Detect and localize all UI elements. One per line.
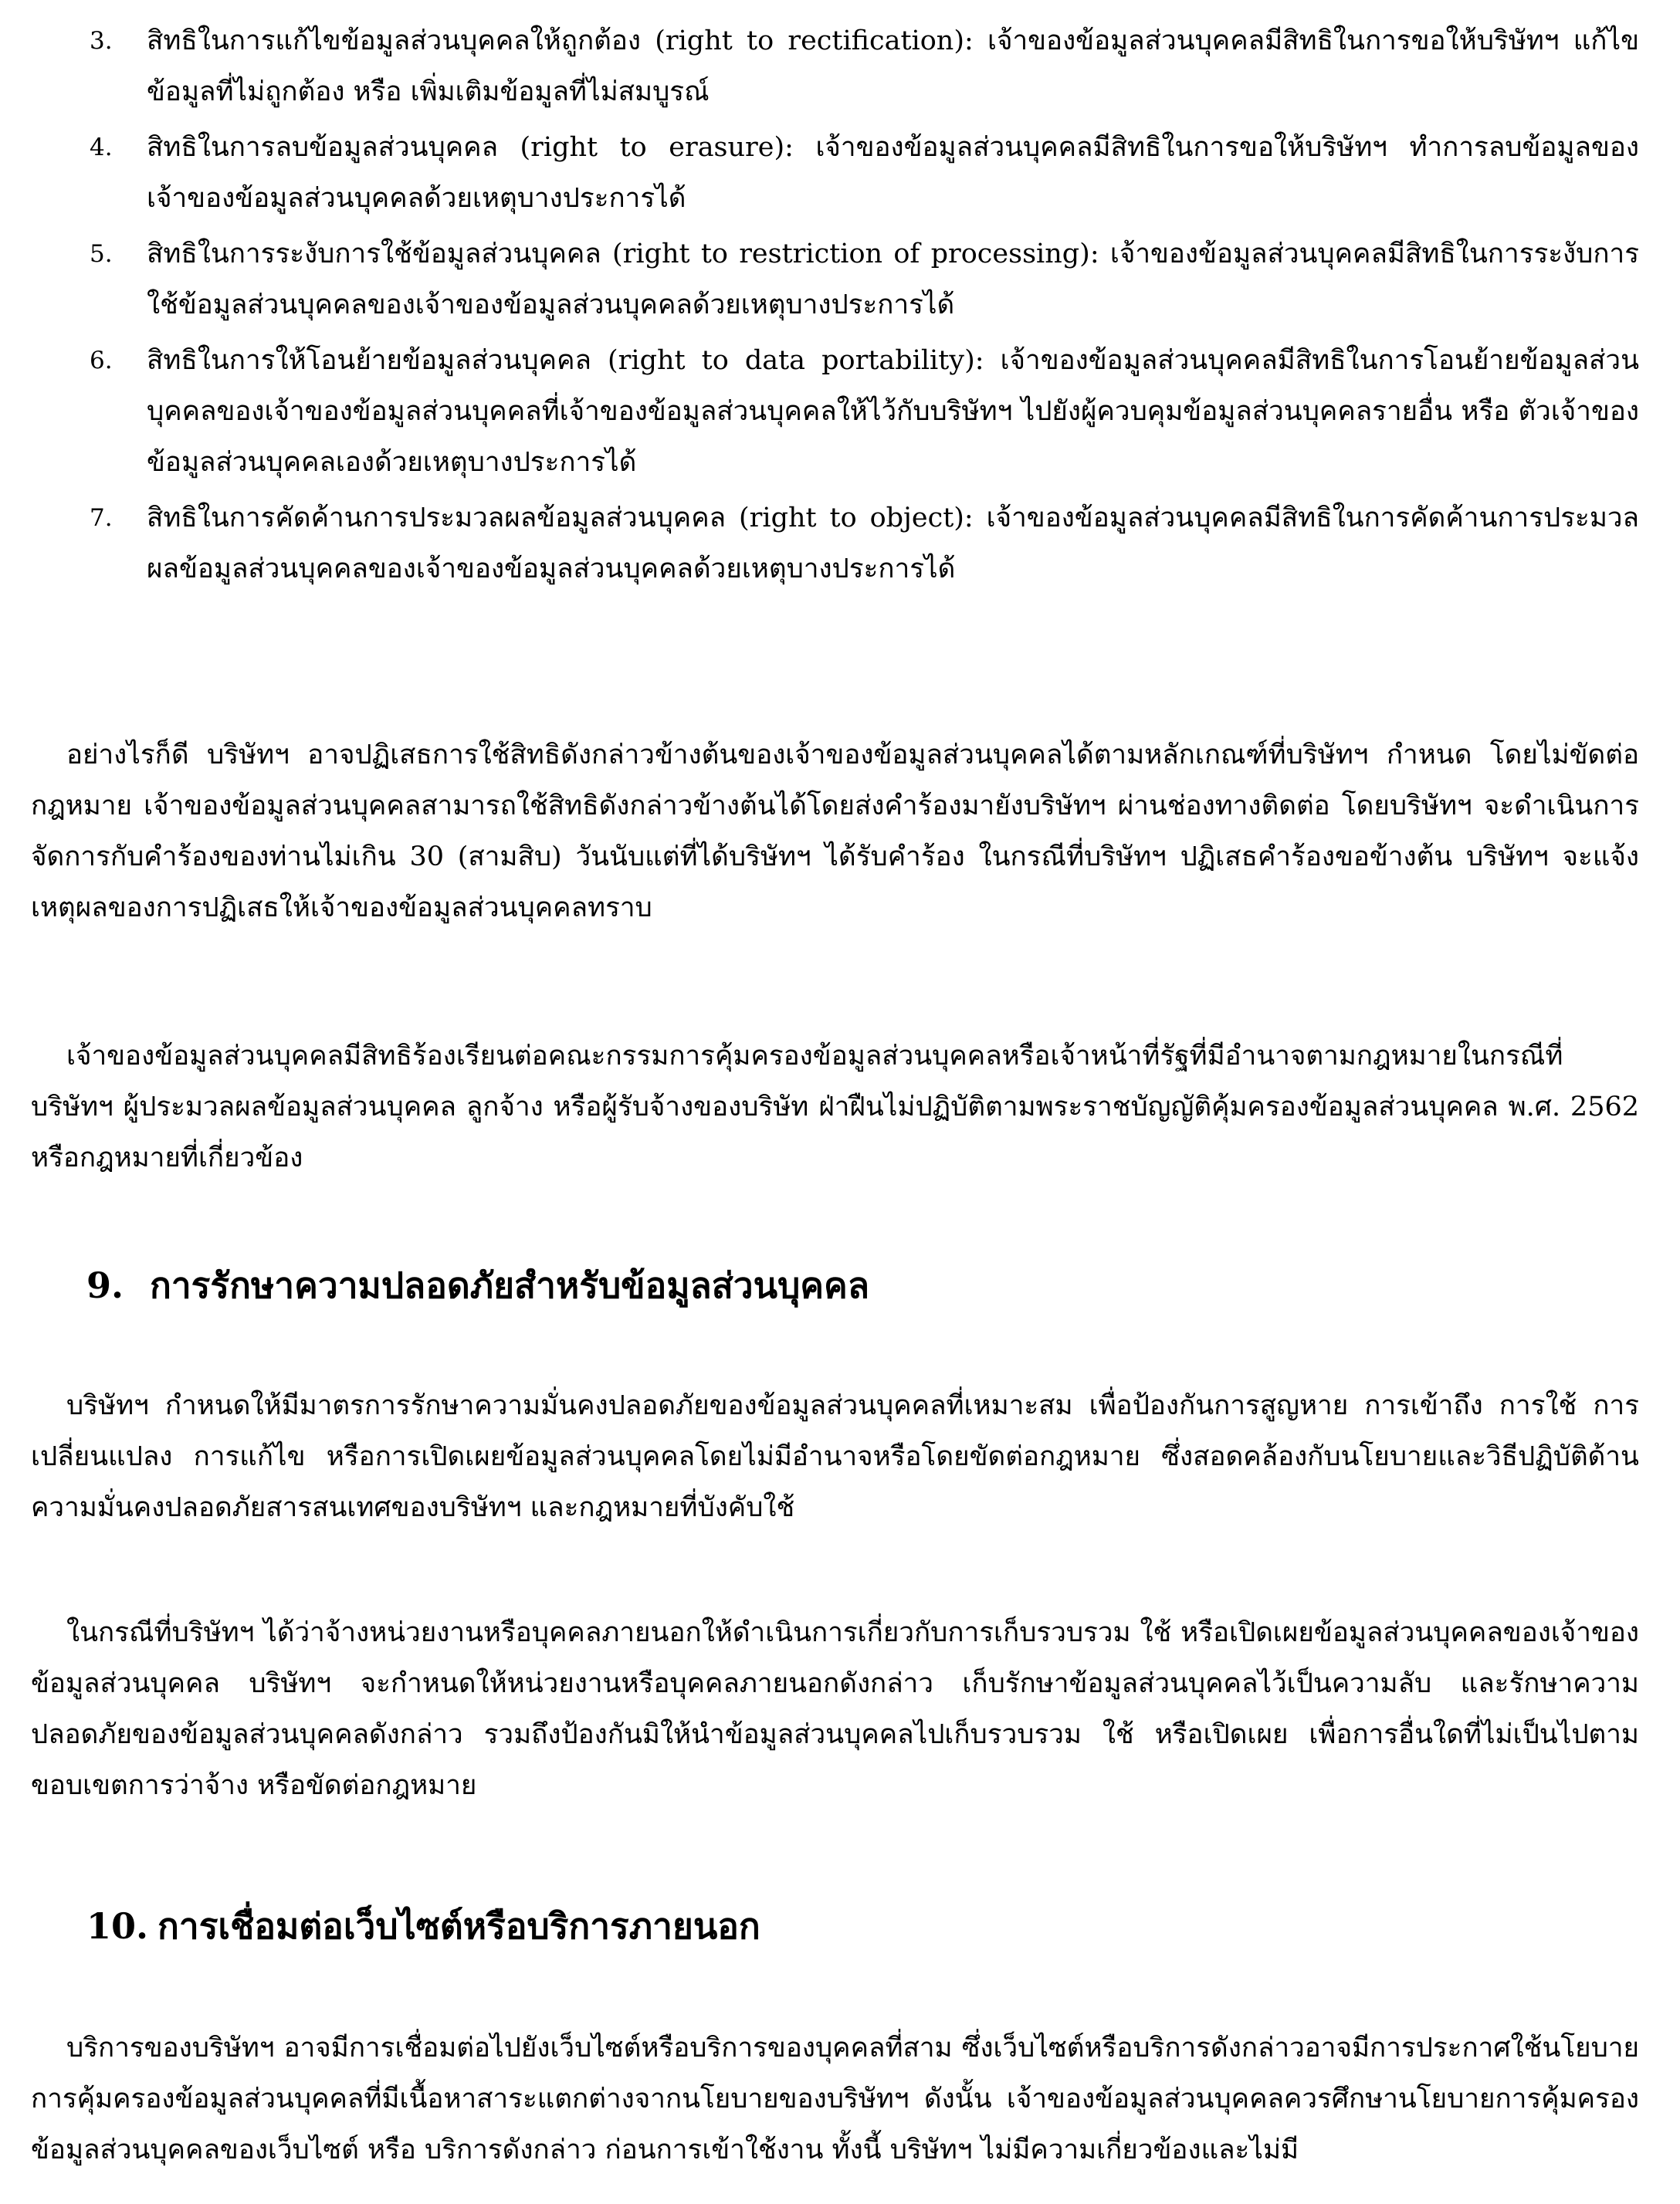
section-title: การรักษาความปลอดภัยสำหรับข้อมูลส่วนบุคคล (150, 1265, 870, 1306)
list-item (83, 493, 1639, 594)
rights-list (83, 15, 1639, 599)
list-item-text: สิทธิในการระงับการใช้ข้อมูลส่วนบุคคล (right to restriction of processing): เจ้าของข้อมูลส่วนบุคคลมีสิทธิในการระงับการใช้ข้อมูลส่วนบุคคลของเจ้าของข้อมูลส่วนบุคคลด้วยเหตุบางประการได้ (147, 239, 1639, 320)
refusal-paragraph: อย่างไรก็ดี บริษัทฯ อาจปฏิเสธการใช้สิทธิดังกล่าวข้างต้นของเจ้าของข้อมูลส่วนบุคคลได้ตามหลักเกณฑ์ที่บริษัทฯ กำหนด โดยไม่ขัดต่อกฎหมาย เจ้าของข้อมูลส่วนบุคคลสามารถใช้สิทธิดังกล่าวข้างต้นได้โดยส่งคำร้องมายังบริษัทฯ ผ่านช่องทางติดต่อ โดยบริษัทฯ จะดำเนินการจัดการกับคำร้องของท่านไม่เกิน 30 (สามสิบ) วันนับแต่ที่ได้บริษัทฯ ได้รับคำร้อง ในกรณีที่บริษัทฯ ปฏิเสธคำร้องขอข้างต้น บริษัทฯ จะแจ้งเหตุผลของการปฏิเสธให้เจ้าของข้อมูลส่วนบุคคลทราบ (31, 740, 1639, 923)
links-paragraph: บริการของบริษัทฯ อาจมีการเชื่อมต่อไปยังเว็บไซต์หรือบริการของบุคคลที่สาม ซึ่งเว็บไซต์หรือบริการดังกล่าวอาจมีการประกาศใช้นโยบายการคุ้มครองข้อมูลส่วนบุคคลที่มีเนื้อหาสาระแตกต่างจากนโยบายของบริษัทฯ ดังนั้น เจ้าของข้อมูลส่วนบุคคลควรศึกษานโยบายการคุ้มครองข้อมูลส่วนบุคคลของเว็บไซต์ หรือ บริการดังกล่าว ก่อนการเข้าใช้งาน ทั้งนี้ บริษัทฯ ไม่มีความเกี่ยวข้องและไม่มี (31, 2033, 1639, 2165)
list-item-number: 4. (90, 134, 113, 161)
list-item-text: สิทธิในการแก้ไขข้อมูลส่วนบุคคลให้ถูกต้อง (right to rectification): เจ้าของข้อมูลส่วนบุคคลมีสิทธิในการขอให้บริษัทฯ แก้ไขข้อมูลที่ไม่ถูกต้อง หรือ เพิ่มเติมข้อมูลที่ไม่สมบูรณ์ (147, 25, 1639, 107)
list-item (83, 229, 1639, 330)
section-number: 10. (86, 1905, 149, 1947)
list-item-number: 5. (90, 240, 113, 268)
security-paragraph-1: บริษัทฯ กำหนดให้มีมาตรการรักษาความมั่นคงปลอดภัยของข้อมูลส่วนบุคคลที่เหมาะสม เพื่อป้องกันการสูญหาย การเข้าถึง การใช้ การเปลี่ยนแปลง การแก้ไข หรือการเปิดเผยข้อมูลส่วนบุคคลโดยไม่มีอำนาจหรือโดยขัดต่อกฎหมาย ซึ่งสอดคล้องกับนโยบายและวิธีปฏิบัติด้านความมั่นคงปลอดภัยสารสนเทศของบริษัทฯ และกฎหมายที่บังคับใช้ (31, 1390, 1639, 1523)
section-number: 9. (86, 1265, 124, 1306)
section-heading-security (86, 1258, 869, 1312)
list-item-number: 7. (90, 504, 113, 532)
list-item-number: 6. (90, 347, 113, 374)
list-item (83, 122, 1639, 224)
list-item (83, 335, 1639, 488)
list-item-text: สิทธิในการให้โอนย้ายข้อมูลส่วนบุคคล (right to data portability): เจ้าของข้อมูลส่วนบุคคลมีสิทธิในการโอนย้ายข้อมูลส่วนบุคคลของเจ้าของข้อมูลส่วนบุคคลที่เจ้าของข้อมูลส่วนบุคคลให้ไว้กับบริษัทฯ ไปยังผู้ควบคุมข้อมูลส่วนบุคคลรายอื่น หรือ ตัวเจ้าของข้อมูลส่วนบุคคลเองด้วยเหตุบางประการได้ (147, 345, 1640, 478)
complaint-paragraph: เจ้าของข้อมูลส่วนบุคคลมีสิทธิร้องเรียนต่อคณะกรรมการคุ้มครองข้อมูลส่วนบุคคลหรือเจ้าหน้าที่รัฐที่มีอำนาจตามกฎหมายในกรณีที่บริษัทฯ ผู้ประมวลผลข้อมูลส่วนบุคคล ลูกจ้าง หรือผู้รับจ้างของบริษัท ฝ่าฝืนไม่ปฏิบัติตามพระราชบัญญัติคุ้มครองข้อมูลส่วนบุคคล พ.ศ. 2562 หรือกฎหมายที่เกี่ยวข้อง (31, 1041, 1639, 1173)
section-title: การเชื่อมต่อเว็บไซต์หรือบริการภายนอก (158, 1905, 760, 1947)
list-item (83, 15, 1639, 117)
list-item-number: 3. (90, 27, 113, 55)
list-item-text: สิทธิในการคัดค้านการประมวลผลข้อมูลส่วนบุคคล (right to object): เจ้าของข้อมูลส่วนบุคคลมีสิทธิในการคัดค้านการประมวลผลข้อมูลส่วนบุคคลของเจ้าของข้อมูลส่วนบุคคลด้วยเหตุบางประการได้ (147, 503, 1639, 584)
security-paragraph-2: ในกรณีที่บริษัทฯ ได้ว่าจ้างหน่วยงานหรือบุคคลภายนอกให้ดำเนินการเกี่ยวกับการเก็บรวบรวม ใช้ หรือเปิดเผยข้อมูลส่วนบุคคลของเจ้าของข้อมูลส่วนบุคคล บริษัทฯ จะกำหนดให้หน่วยงานหรือบุคคลภายนอกดังกล่าว เก็บรักษาข้อมูลส่วนบุคคลไว้เป็นความลับ และรักษาความปลอดภัยของข้อมูลส่วนบุคคลดังกล่าว รวมถึงป้องกันมิให้นำข้อมูลส่วนบุคคลไปเก็บรวบรวม ใช้ หรือเปิดเผย เพื่อการอื่นใดที่ไม่เป็นไปตามขอบเขตการว่าจ้าง หรือขัดต่อกฎหมาย (31, 1617, 1639, 1801)
section-heading-links (86, 1899, 760, 1953)
list-item-text: สิทธิในการลบข้อมูลส่วนบุคคล (right to erasure): เจ้าของข้อมูลส่วนบุคคลมีสิทธิในการขอให้บริษัทฯ ทำการลบข้อมูลของเจ้าของข้อมูลส่วนบุคคลด้วยเหตุบางประการได้ (147, 132, 1639, 214)
